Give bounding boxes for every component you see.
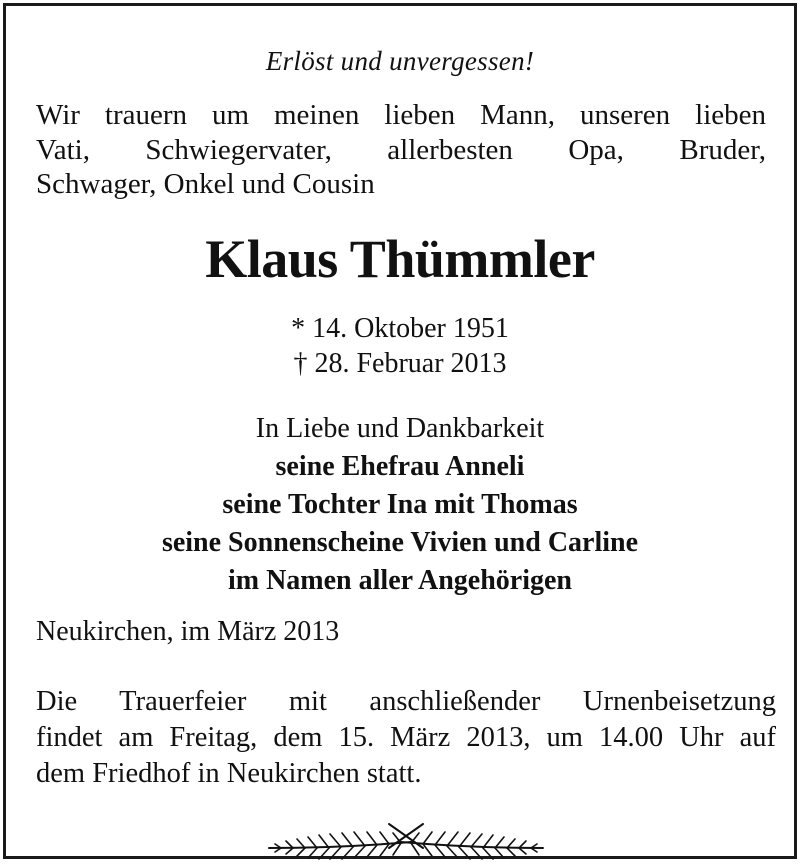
mourners-block xyxy=(6,410,794,600)
crossed-palm-branches-icon xyxy=(261,818,551,864)
mourners-lead: In Liebe und Dankbarkeit xyxy=(255,413,545,444)
mourner-line: seine Sonnenscheine Vivien und Carline xyxy=(161,527,639,558)
intro-line: Vati, Schwiegervater, allerbesten Opa, Bruder, xyxy=(36,133,766,166)
death-date: † 28. Februar 2013 xyxy=(293,348,507,379)
notice-frame xyxy=(3,3,797,859)
mourner-line: im Namen aller Angehörigen xyxy=(227,565,572,596)
place-date: Neukirchen, im März 2013 xyxy=(36,616,340,647)
mourner-line: seine Tochter Ina mit Thomas xyxy=(222,489,578,520)
intro-text xyxy=(36,98,766,202)
intro-line: Schwager, Onkel und Cousin xyxy=(36,168,375,200)
motto: Erlöst und unvergessen! xyxy=(265,46,535,76)
funeral-line: findet am Freitag, dem 15. März 2013, um 14.00 Uhr auf xyxy=(36,722,776,753)
birth-date: * 14. Oktober 1951 xyxy=(291,313,509,344)
funeral-line: dem Friedhof in Neukirchen statt. xyxy=(36,758,422,789)
life-dates xyxy=(6,311,794,381)
funeral-line: Die Trauerfeier mit anschließender Urnenbeisetzung xyxy=(36,686,776,717)
deceased-name: Klaus Thümmler xyxy=(205,229,595,289)
mourner-line: seine Ehefrau Anneli xyxy=(275,451,525,482)
intro-line: Wir trauern um meinen lieben Mann, unseren lieben xyxy=(36,99,766,131)
funeral-info xyxy=(36,684,776,792)
